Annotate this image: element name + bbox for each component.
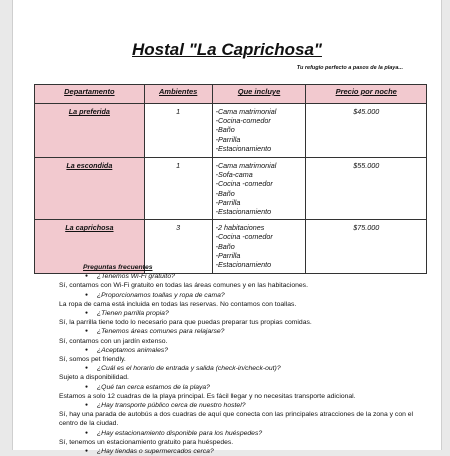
faq-answer: Sujeto a disponibilidad. xyxy=(59,374,129,382)
faq-section xyxy=(49,263,429,456)
header-ambientes: Ambientes xyxy=(144,85,212,104)
faq-question: ● ¿Tenemos Wi-Fi gratuito? xyxy=(97,272,429,281)
faq-question: ● ¿Tienen parrilla propia? xyxy=(97,309,429,318)
incluye-item: -Estacionamiento xyxy=(215,143,272,153)
incluye-item: -Estacionamiento xyxy=(215,207,272,217)
incluye-item: -2 habitaciones xyxy=(215,223,265,233)
faq-answer: Sí, contamos con un jardín extenso. xyxy=(59,337,168,345)
rooms-table xyxy=(34,84,427,274)
faq-question: ● ¿Cuál es el horario de entrada y salida (check-in/check-out)? xyxy=(97,364,429,373)
table-row xyxy=(35,158,427,220)
table-header-row xyxy=(35,85,427,104)
faq-question: ● ¿Hay estacionamiento disponible para los huéspedes? xyxy=(97,429,429,438)
faq-heading: Preguntas frecuentes xyxy=(83,264,153,271)
row-precio: $55.000 xyxy=(306,158,427,220)
row-ambientes: 1 xyxy=(144,104,212,158)
table-row xyxy=(35,104,427,158)
row-incluye xyxy=(212,104,306,158)
row-precio: $45.000 xyxy=(306,104,427,158)
faq-question: ● ¿Proporcionamos toallas y ropa de cama? xyxy=(97,291,429,300)
document-subtitle: Tu refugio perfecto a pasos de la playa... xyxy=(296,65,403,71)
header-incluye: Que incluye xyxy=(212,85,306,104)
faq-question: ● ¿Hay transporte público cerca de nuestro hostel? xyxy=(97,401,429,410)
faq-answer: Estamos a solo 12 cuadras de la playa principal. Es fácil llegar y no necesitas transporte adicional. xyxy=(59,392,356,400)
incluye-item: -Cama matrimonial xyxy=(215,161,277,170)
faq-question: ● ¿Aceptamos animales? xyxy=(97,346,429,355)
incluye-item: -Estacionamiento xyxy=(215,260,272,270)
row-ambientes: 3 xyxy=(144,220,212,274)
faq-question: ● ¿Qué tan cerca estamos de la playa? xyxy=(97,383,429,392)
incluye-item: -Cocina-comedor xyxy=(215,116,271,126)
incluye-item: -Cama matrimonial xyxy=(215,107,277,116)
document-title: Hostal "La Caprichosa" xyxy=(132,40,322,59)
row-precio: $75.000 xyxy=(306,220,427,274)
faq-question: ● ¿Hay tiendas o supermercados cerca? xyxy=(97,447,429,456)
faq-answer: Sí, tenemos un estacionamiento gratuito para huéspedes. xyxy=(59,438,234,446)
row-departamento: La caprichosa xyxy=(35,220,145,274)
incluye-item: -Parrilla xyxy=(215,197,241,207)
incluye-item: -Cocina -comedor xyxy=(215,179,273,189)
incluye-item: -Baño xyxy=(215,125,235,135)
incluye-item: -Baño xyxy=(215,241,235,251)
incluye-item: -Sofa-cama xyxy=(215,170,253,180)
incluye-item: -Parrilla xyxy=(215,134,241,144)
faq-answer: Sí, hay una parada de autobús a dos cuadras de aquí que conecta con las principales atracciones de la zona y con el centro de la ciudad. xyxy=(59,411,414,428)
faq-answer: Sí, contamos con Wi-Fi gratuito en todas las áreas comunes y en las habitaciones. xyxy=(59,282,308,290)
faq-answer: Sí, somos pet friendly. xyxy=(59,356,126,364)
row-ambientes: 1 xyxy=(144,158,212,220)
row-incluye xyxy=(212,158,306,220)
incluye-item: -Cocina -comedor xyxy=(215,232,273,242)
document-page xyxy=(12,0,442,456)
faq-question: ● ¿Tenemos áreas comunes para relajarse? xyxy=(97,327,429,336)
incluye-item: -Parrilla xyxy=(215,250,241,260)
header-departamento: Departamento xyxy=(35,85,145,104)
row-departamento: La escondida xyxy=(35,158,145,220)
header-precio: Precio por noche xyxy=(306,85,427,104)
faq-answer: Sí, la parrilla tiene todo lo necesario para que puedas preparar tus propias comidas. xyxy=(59,319,312,327)
incluye-item: -Baño xyxy=(215,188,235,198)
row-departamento: La preferida xyxy=(35,104,145,158)
faq-answer: La ropa de cama está incluida en todas las reservas. No contamos con toallas. xyxy=(59,300,297,308)
